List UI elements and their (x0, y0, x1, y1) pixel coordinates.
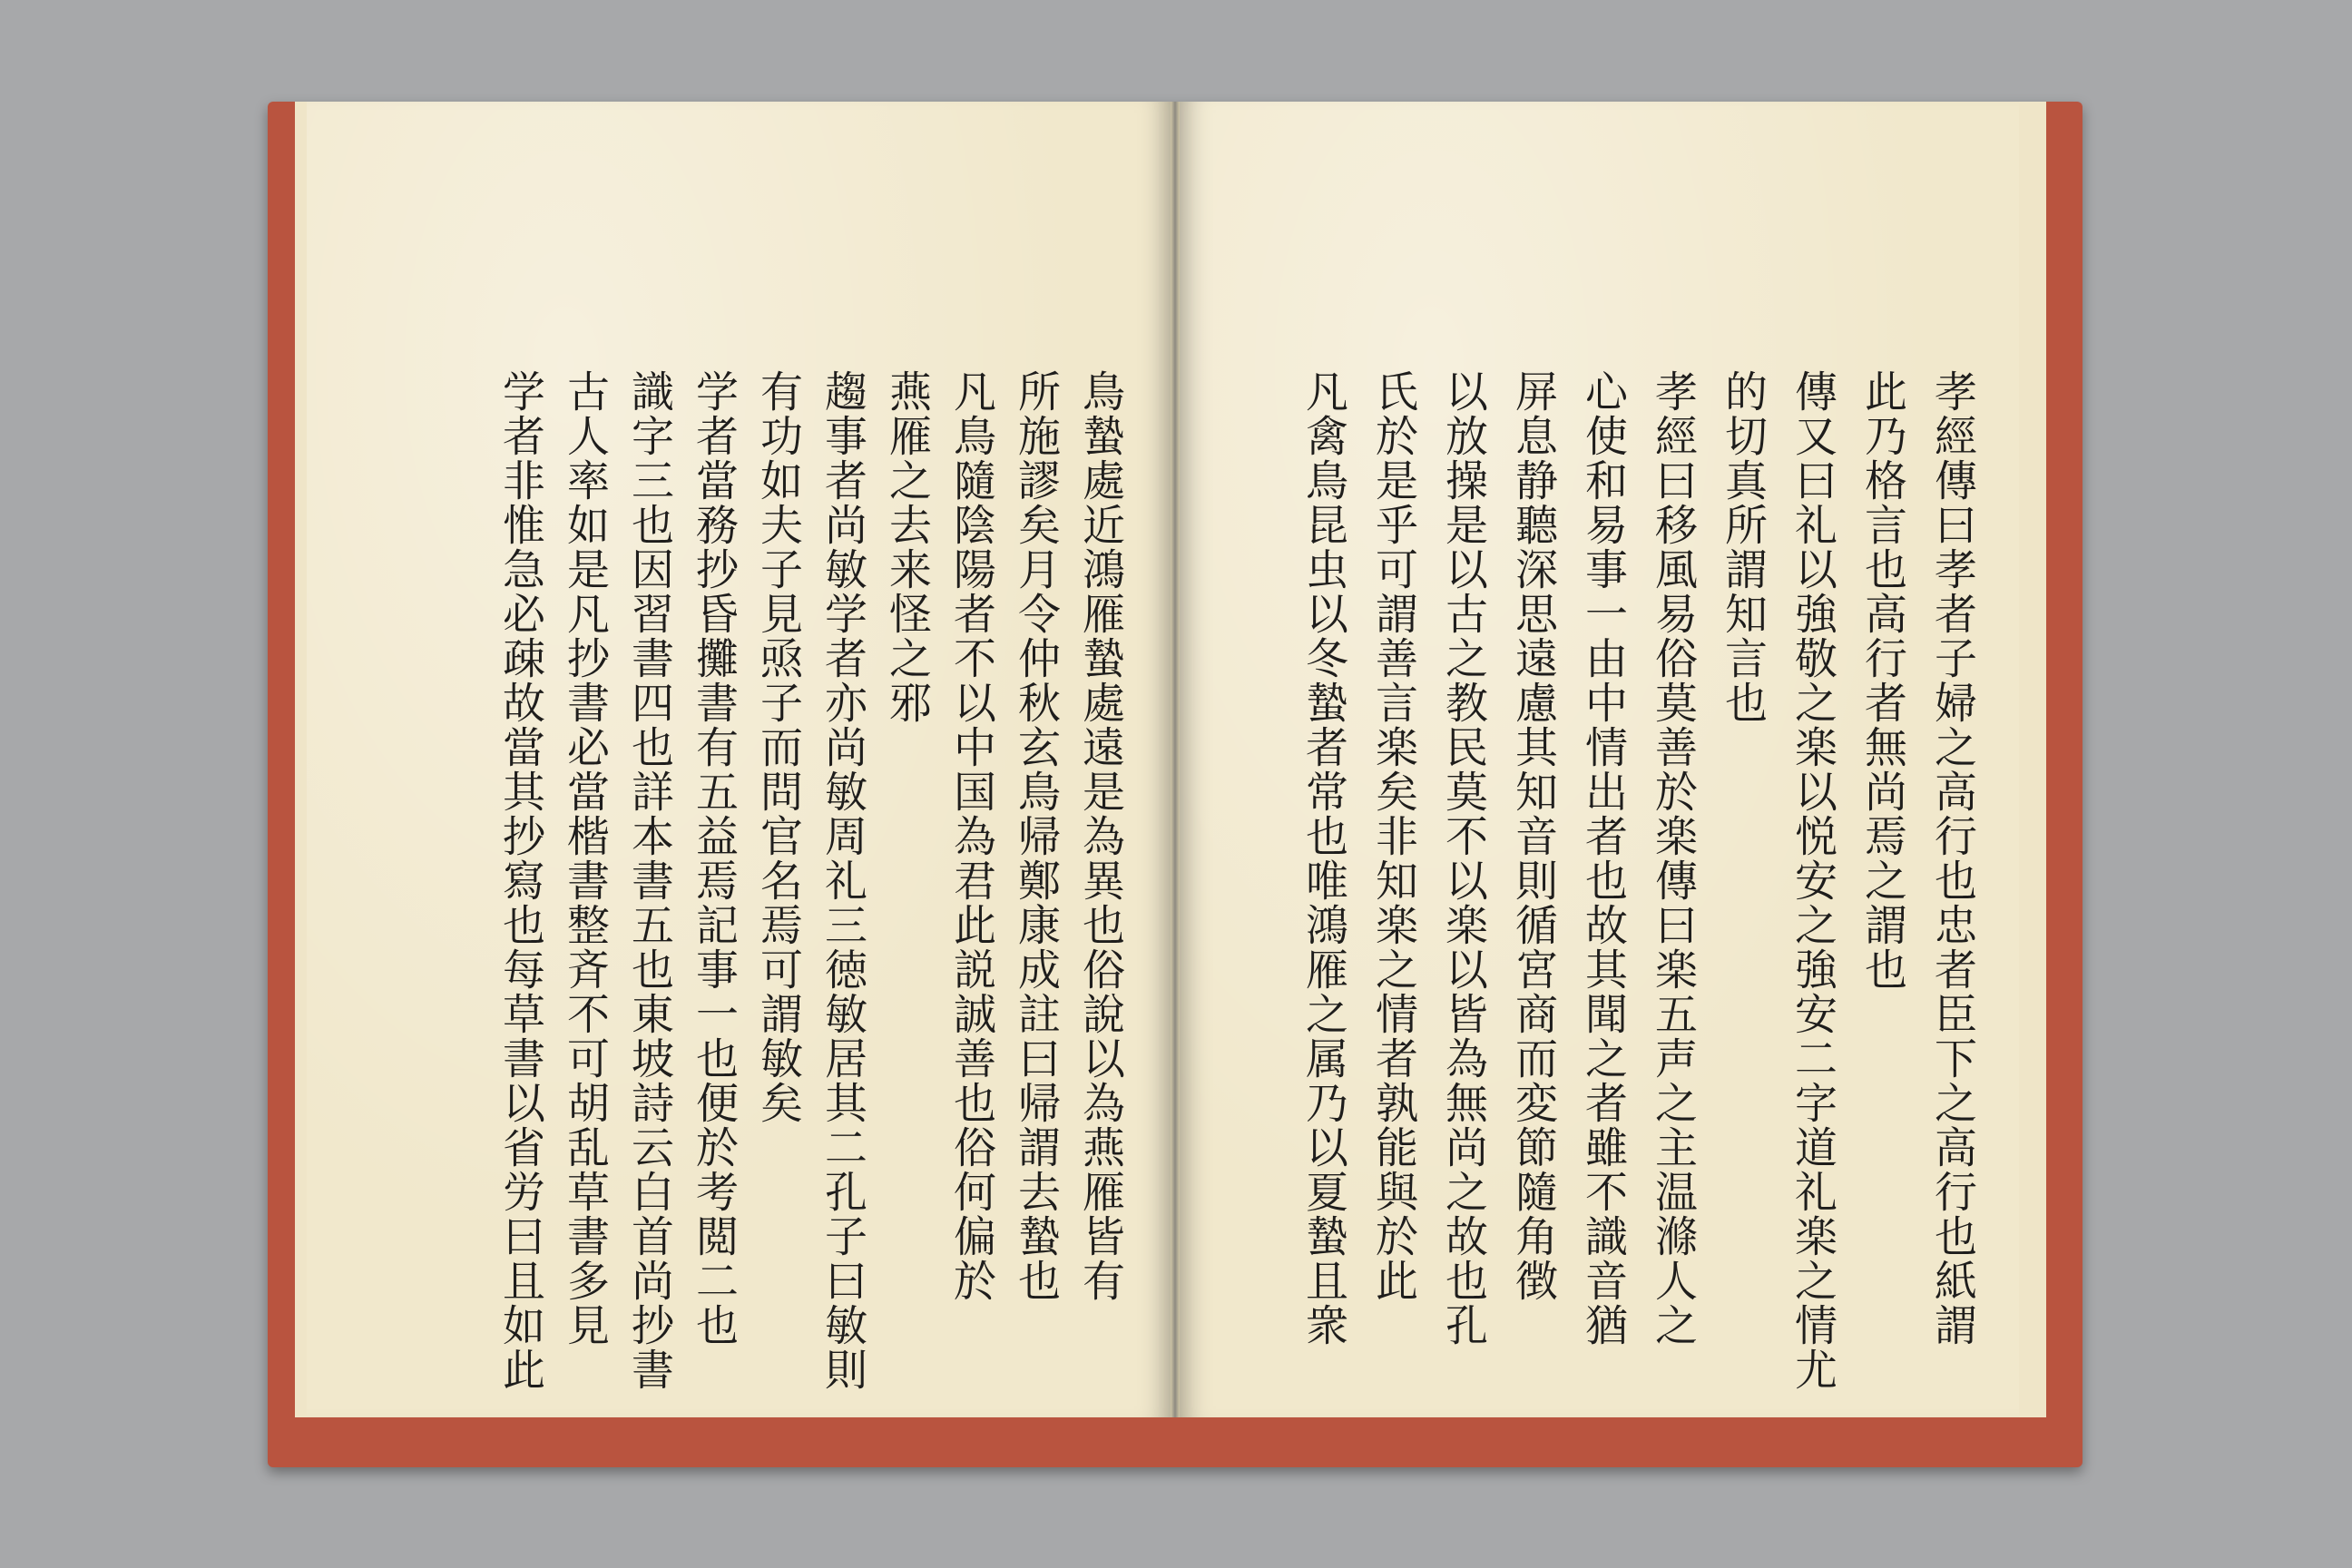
text-column: 心使和易事一由中情出者也故其聞之者雖不識音猶 (1578, 369, 1628, 1348)
text-column: 学者當務抄昏攤書有五益焉記事一也便於考閲二也 (689, 369, 739, 1348)
text-column: 識字三也因習書四也詳本書五也東坡詩云白首尚抄書 (624, 369, 674, 1392)
text-column: 屏息静聽深思遠慮其知音則循宮商而変節隨角徴 (1508, 369, 1558, 1303)
text-column: 所施謬矣月令仲秋玄鳥帰鄭康成註曰帰謂去蟄也 (1011, 369, 1061, 1303)
text-column: 傳又曰礼以強敬之楽以悦安之強安二字道礼楽之情尤 (1788, 369, 1838, 1392)
left-page (307, 102, 1171, 1417)
text-column: 以放操是以古之教民莫不以楽以皆為無尚之故也孔 (1438, 369, 1488, 1348)
text-column: 孝經傳曰孝者子婦之高行也忠者臣下之高行也紙謂 (1927, 369, 1977, 1348)
text-column: 凡鳥隨陰陽者不以中国為君此説誠善也俗何偏於 (946, 369, 996, 1303)
text-column: 鳥蟄處近鴻雁蟄處遠是為異也俗說以為燕雁皆有 (1075, 369, 1125, 1303)
left-page-text (357, 369, 1132, 1485)
text-column: 学者非惟急必疎故當其抄寫也每草書以省労曰且如此 (495, 369, 545, 1392)
text-column: 古人率如是凡抄書必當楷書整斉不可胡乱草書多見 (560, 369, 610, 1348)
text-column: 孝經曰移風易俗莫善於楽傳曰楽五声之主温滌人之 (1648, 369, 1698, 1348)
text-column: 的切真所謂知言也 (1718, 369, 1768, 725)
right-page-text (1225, 369, 1987, 1485)
text-column: 燕雁之去来怪之邪 (882, 369, 932, 725)
text-column: 此乃格言也高行者無尚焉之謂也 (1857, 369, 1907, 992)
book-gutter (1171, 102, 1180, 1417)
text-column: 氏於是乎可謂善言楽矣非知楽之情者孰能與於此 (1368, 369, 1418, 1303)
text-column: 有功如夫子見焏子而問官名焉可謂敏矣 (753, 369, 803, 1125)
page-edges-right (2019, 102, 2046, 1417)
text-column: 趨事者尚敏学者亦尚敏周礼三徳敏居其二孔子曰敏則 (818, 369, 867, 1392)
text-column: 凡禽鳥昆虫以冬蟄者常也唯鴻雁之属乃以夏蟄且衆 (1298, 369, 1348, 1348)
right-page (1180, 102, 2019, 1417)
